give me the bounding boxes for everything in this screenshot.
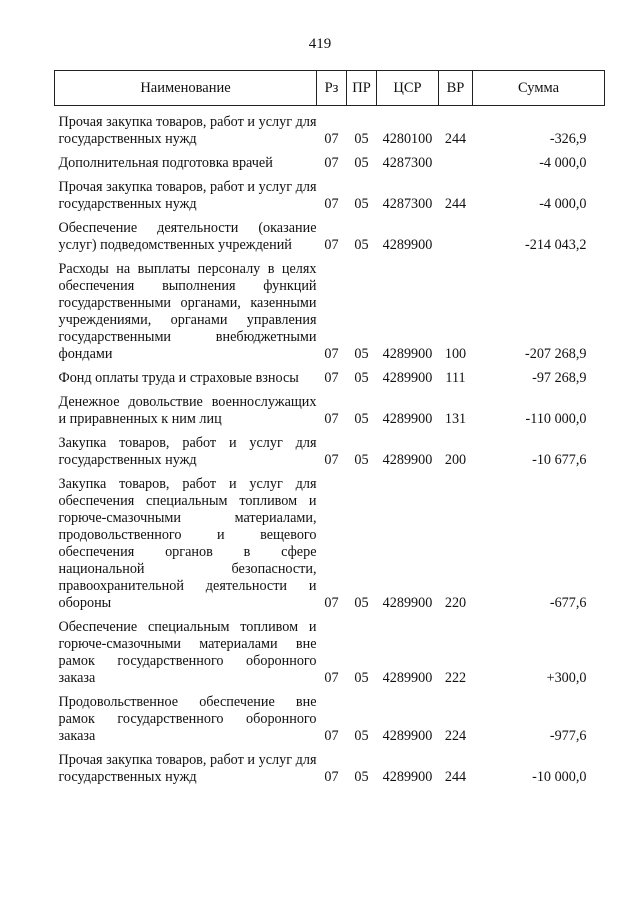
table-row xyxy=(55,106,605,150)
row-rz: 07 xyxy=(324,769,339,785)
row-rz: 07 xyxy=(324,452,339,468)
row-pr: 05 xyxy=(354,411,369,427)
row-rz: 07 xyxy=(324,346,339,362)
row-rz: 07 xyxy=(324,728,339,744)
row-csr: 4289900 xyxy=(382,237,433,253)
row-pr: 05 xyxy=(354,452,369,468)
table-row xyxy=(55,149,605,173)
table-row xyxy=(55,214,605,255)
row-name: Дополнительная подготовка врачей xyxy=(58,155,273,171)
row-sum: -677,6 xyxy=(549,595,587,611)
budget-table xyxy=(54,70,605,787)
row-rz: 07 xyxy=(324,670,339,686)
row-sum: -214 043,2 xyxy=(525,237,587,253)
row-vr xyxy=(439,214,473,255)
row-csr: 4287300 xyxy=(382,155,433,171)
row-csr: 4289900 xyxy=(382,452,433,468)
row-name: Денежное довольствие военнослужащих и приравненных к ним лиц xyxy=(58,394,317,427)
row-name: Обеспечение специальным топливом и горюче-смазочными материалами вне рамок государственного оборонного заказа xyxy=(58,619,317,686)
row-pr: 05 xyxy=(354,595,369,611)
row-rz: 07 xyxy=(324,131,339,147)
row-csr: 4289900 xyxy=(382,346,433,362)
row-vr: 222 xyxy=(444,670,467,686)
page-number: 419 xyxy=(308,36,332,52)
table-row xyxy=(55,255,605,364)
header-row xyxy=(55,71,605,106)
row-csr: 4287300 xyxy=(382,196,433,212)
header-vr: ВР xyxy=(439,71,473,106)
row-vr: 200 xyxy=(444,452,467,468)
row-name: Прочая закупка товаров, работ и услуг для государственных нужд xyxy=(58,114,317,147)
row-pr: 05 xyxy=(354,237,369,253)
table-row xyxy=(55,688,605,746)
header-sum: Сумма xyxy=(473,71,605,106)
row-name: Прочая закупка товаров, работ и услуг для государственных нужд xyxy=(58,179,317,212)
row-pr: 05 xyxy=(354,155,369,171)
row-vr: 224 xyxy=(444,728,467,744)
row-csr: 4289900 xyxy=(382,595,433,611)
row-vr: 244 xyxy=(444,131,467,147)
row-rz: 07 xyxy=(324,595,339,611)
row-rz: 07 xyxy=(324,411,339,427)
row-pr: 05 xyxy=(354,196,369,212)
row-vr: 220 xyxy=(444,595,467,611)
row-sum: -207 268,9 xyxy=(525,346,587,362)
row-vr: 111 xyxy=(445,370,466,386)
table-header xyxy=(55,71,605,106)
row-pr: 05 xyxy=(354,370,369,386)
row-vr: 244 xyxy=(444,769,467,785)
row-csr: 4289900 xyxy=(382,411,433,427)
header-pr: ПР xyxy=(347,71,377,106)
table-row xyxy=(55,429,605,470)
row-pr: 05 xyxy=(354,131,369,147)
row-name: Закупка товаров, работ и услуг для обеспечения специальным топливом и горюче-смазочными материалами, продовольственного и вещевого обеспечения органов в сфере национальной безопасности, правоохранительной деятельности и обороны xyxy=(58,476,317,611)
row-csr: 4280100 xyxy=(382,131,433,147)
row-rz: 07 xyxy=(324,370,339,386)
row-name: Фонд оплаты труда и страховые взносы xyxy=(58,370,299,386)
table-row xyxy=(55,364,605,388)
row-sum: -326,9 xyxy=(549,131,587,147)
row-name: Прочая закупка товаров, работ и услуг для государственных нужд xyxy=(58,752,317,785)
table-body xyxy=(55,106,605,788)
row-sum: -4 000,0 xyxy=(539,155,587,171)
row-name: Продовольственное обеспечение вне рамок государственного оборонного заказа xyxy=(58,694,317,744)
row-vr: 131 xyxy=(444,411,467,427)
row-sum: +300,0 xyxy=(546,670,587,686)
row-csr: 4289900 xyxy=(382,670,433,686)
row-vr: 244 xyxy=(444,196,467,212)
row-rz: 07 xyxy=(324,155,339,171)
row-name: Закупка товаров, работ и услуг для государственных нужд xyxy=(58,435,317,468)
row-rz: 07 xyxy=(324,237,339,253)
row-csr: 4289900 xyxy=(382,769,433,785)
row-csr: 4289900 xyxy=(382,370,433,386)
row-name: Обеспечение деятельности (оказание услуг) подведомственных учреждений xyxy=(58,220,317,253)
row-sum: -110 000,0 xyxy=(525,411,587,427)
row-sum: -4 000,0 xyxy=(539,196,587,212)
header-csr: ЦСР xyxy=(377,71,439,106)
row-pr: 05 xyxy=(354,728,369,744)
table-row xyxy=(55,173,605,214)
row-pr: 05 xyxy=(354,670,369,686)
table-row xyxy=(55,388,605,429)
table-row xyxy=(55,746,605,787)
header-rz: Рз xyxy=(317,71,347,106)
row-csr: 4289900 xyxy=(382,728,433,744)
row-sum: -97 268,9 xyxy=(532,370,587,386)
row-vr xyxy=(439,149,473,173)
row-rz: 07 xyxy=(324,196,339,212)
row-sum: -10 677,6 xyxy=(532,452,587,468)
table-row xyxy=(55,613,605,688)
row-sum: -977,6 xyxy=(549,728,587,744)
row-pr: 05 xyxy=(354,346,369,362)
header-name: Наименование xyxy=(55,71,317,106)
row-vr: 100 xyxy=(444,346,467,362)
row-name: Расходы на выплаты персоналу в целях обеспечения выполнения функций государственными органами, казенными учреждениями, органами управления государственными внебюджетными фондами xyxy=(58,261,317,362)
row-pr: 05 xyxy=(354,769,369,785)
table-row xyxy=(55,470,605,613)
row-sum: -10 000,0 xyxy=(532,769,587,785)
